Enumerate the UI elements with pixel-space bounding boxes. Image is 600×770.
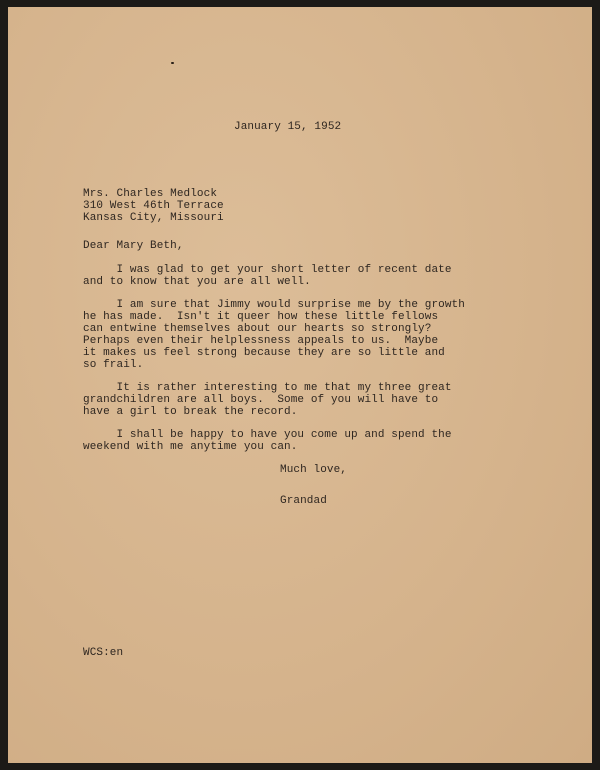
paragraph-line: and to know that you are all well. [83, 276, 311, 288]
recipient-name: Mrs. Charles Medlock [83, 188, 218, 200]
paragraph-line: weekend with me anytime you can. [83, 441, 298, 453]
recipient-city: Kansas City, Missouri [83, 212, 224, 224]
salutation: Dear Mary Beth, [83, 240, 184, 252]
reference-initials: WCS:en [83, 647, 124, 659]
letter-date: January 15, 1952 [234, 121, 342, 133]
paragraph-line: have a girl to break the record. [83, 406, 298, 418]
recipient-street: 310 West 46th Terrace [83, 200, 224, 212]
paragraph-line: can entwine themselves about our hearts so strongly? [83, 323, 432, 335]
ink-speck [171, 62, 174, 64]
paragraph-line: I was glad to get your short letter of recent date [83, 264, 452, 276]
signature: Grandad [280, 495, 327, 507]
paragraph-line: it makes us feel strong because they are so little and [83, 347, 445, 359]
paragraph-line: Perhaps even their helplessness appeals to us. Maybe [83, 335, 439, 347]
letter-page [8, 7, 592, 763]
paragraph-line: I shall be happy to have you come up and spend the [83, 429, 452, 441]
paragraph-line: It is rather interesting to me that my three great [83, 382, 452, 394]
paragraph-line: I am sure that Jimmy would surprise me by the growth [83, 299, 465, 311]
paragraph-line: grandchildren are all boys. Some of you will have to [83, 394, 439, 406]
paragraph-line: so frail. [83, 359, 144, 371]
closing: Much love, [280, 464, 348, 476]
paragraph-line: he has made. Isn't it queer how these little fellows [83, 311, 439, 323]
